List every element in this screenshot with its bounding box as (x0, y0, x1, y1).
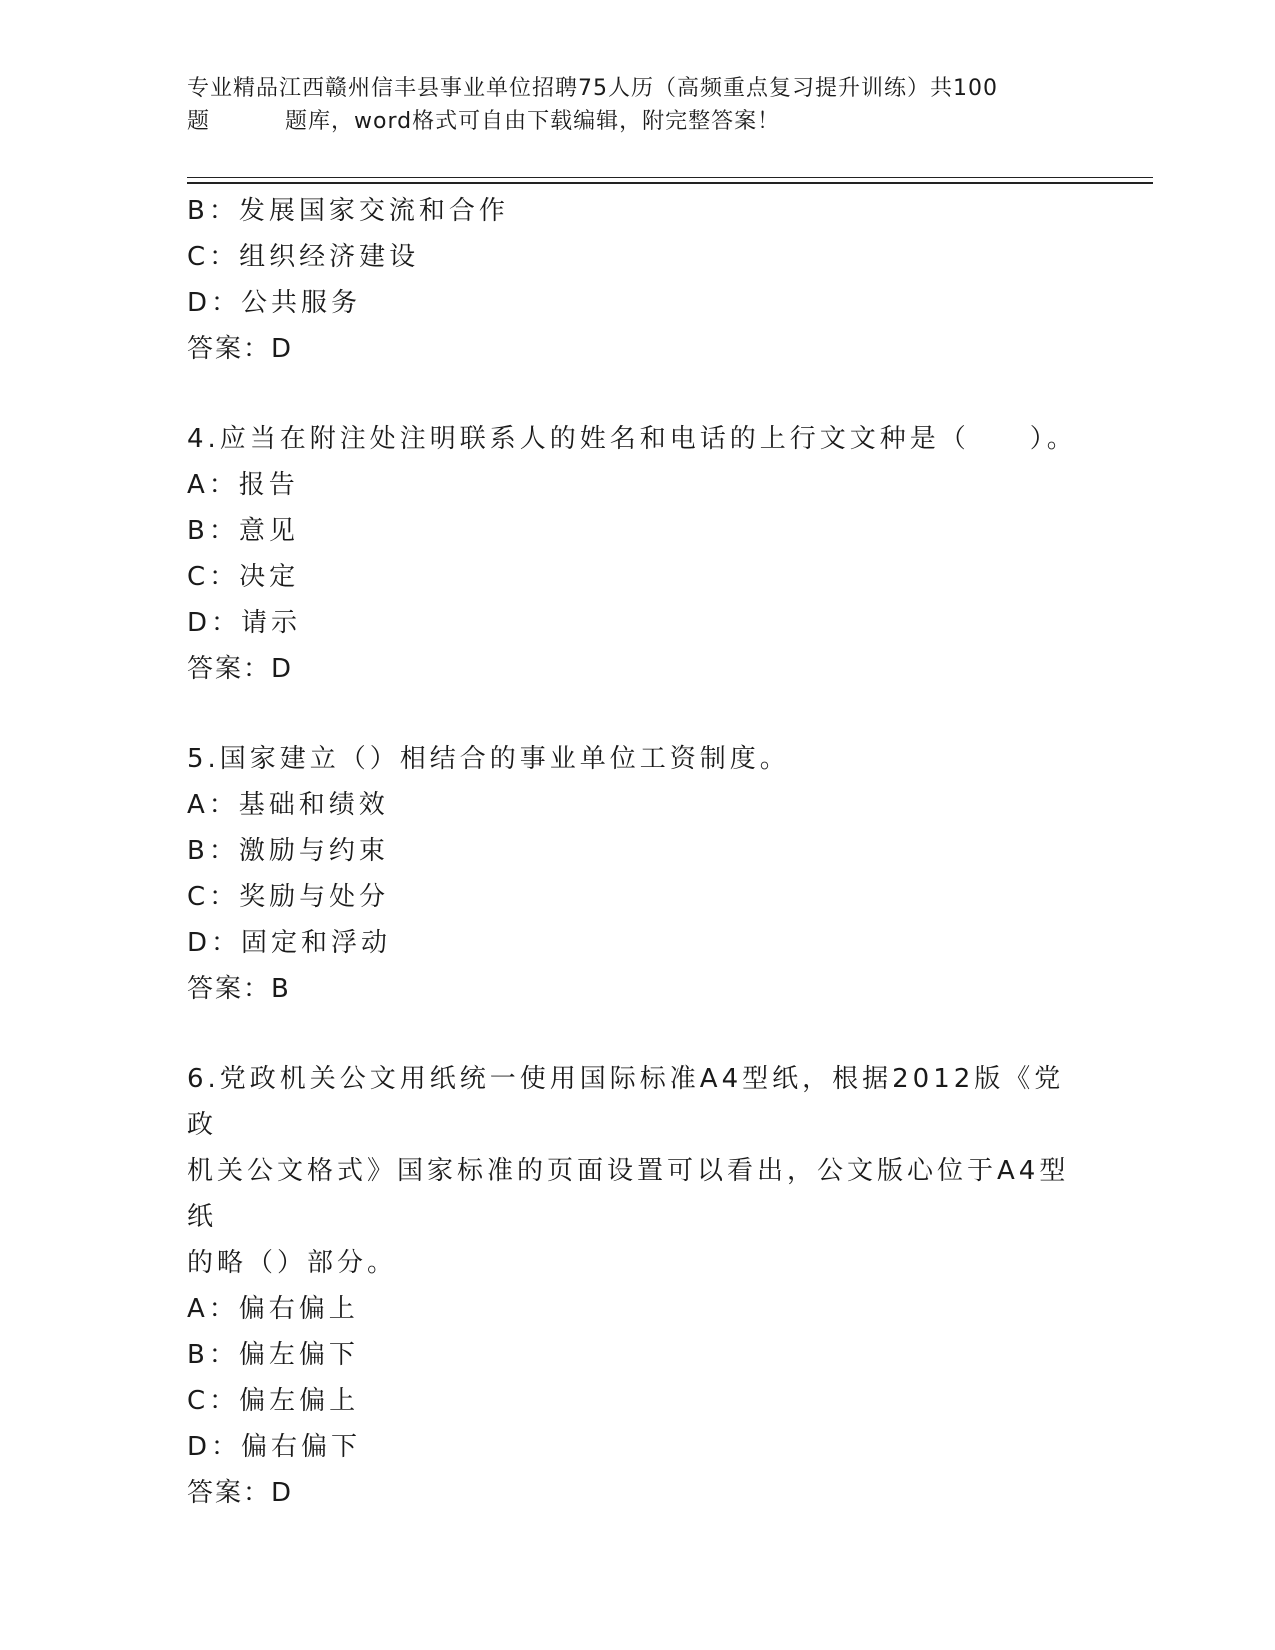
page-header (187, 72, 1067, 138)
option-d: D：偏右偏下 (187, 1432, 362, 1462)
answer-line: 答案：D (187, 654, 294, 684)
block-spacer (187, 372, 1087, 416)
option-b: B：激励与约束 (187, 836, 389, 866)
header-title-line1: 专业精品江西赣州信丰县事业单位招聘75人历（高频重点复习提升训练）共100 (187, 76, 998, 101)
question-block-6 (187, 1056, 1087, 1516)
answer-line: 答案：D (187, 334, 294, 364)
question-text: 4.应当在附注处注明联系人的姓名和电话的上行文文种是（ ）。 (187, 424, 1077, 454)
option-c: C：决定 (187, 562, 300, 592)
question-text-line1: 6.党政机关公文用纸统一使用国际标准A4型纸，根据2012版《党政 (187, 1064, 1065, 1140)
option-a: A：偏右偏上 (187, 1294, 359, 1324)
option-c: C：偏左偏上 (187, 1386, 360, 1416)
question-block-5 (187, 736, 1087, 1012)
answer-line: 答案：B (187, 974, 291, 1004)
block-spacer (187, 1012, 1087, 1056)
header-line2-rest: 题库，word格式可自由下载编辑，附完整答案！ (285, 109, 781, 134)
option-c: C：组织经济建设 (187, 242, 420, 272)
header-rule-thick (187, 182, 1153, 184)
question-block-4 (187, 416, 1087, 692)
question-list (187, 188, 1087, 1516)
answer-line: 答案：D (187, 1478, 294, 1508)
question-block-3 (187, 188, 1087, 372)
header-title-line2 (187, 105, 1067, 138)
option-a: A：报告 (187, 470, 299, 500)
option-c: C：奖励与处分 (187, 882, 390, 912)
block-spacer (187, 692, 1087, 736)
option-b: B：偏左偏下 (187, 1340, 359, 1370)
option-b: B：发展国家交流和合作 (187, 196, 509, 226)
option-d: D：请示 (187, 608, 302, 638)
question-text: 5.国家建立（）相结合的事业单位工资制度。 (187, 744, 790, 774)
option-b: B：意见 (187, 516, 299, 546)
header-line2-prefix: 题 (187, 109, 211, 134)
question-text-line2: 机关公文格式》国家标准的页面设置可以看出，公文版心位于A4型纸 (187, 1156, 1070, 1232)
header-rule-thin (187, 177, 1153, 178)
option-d: D：固定和浮动 (187, 928, 392, 958)
option-a: A：基础和绩效 (187, 790, 389, 820)
option-d: D：公共服务 (187, 288, 362, 318)
question-text-line3: 的略（）部分。 (187, 1248, 398, 1278)
